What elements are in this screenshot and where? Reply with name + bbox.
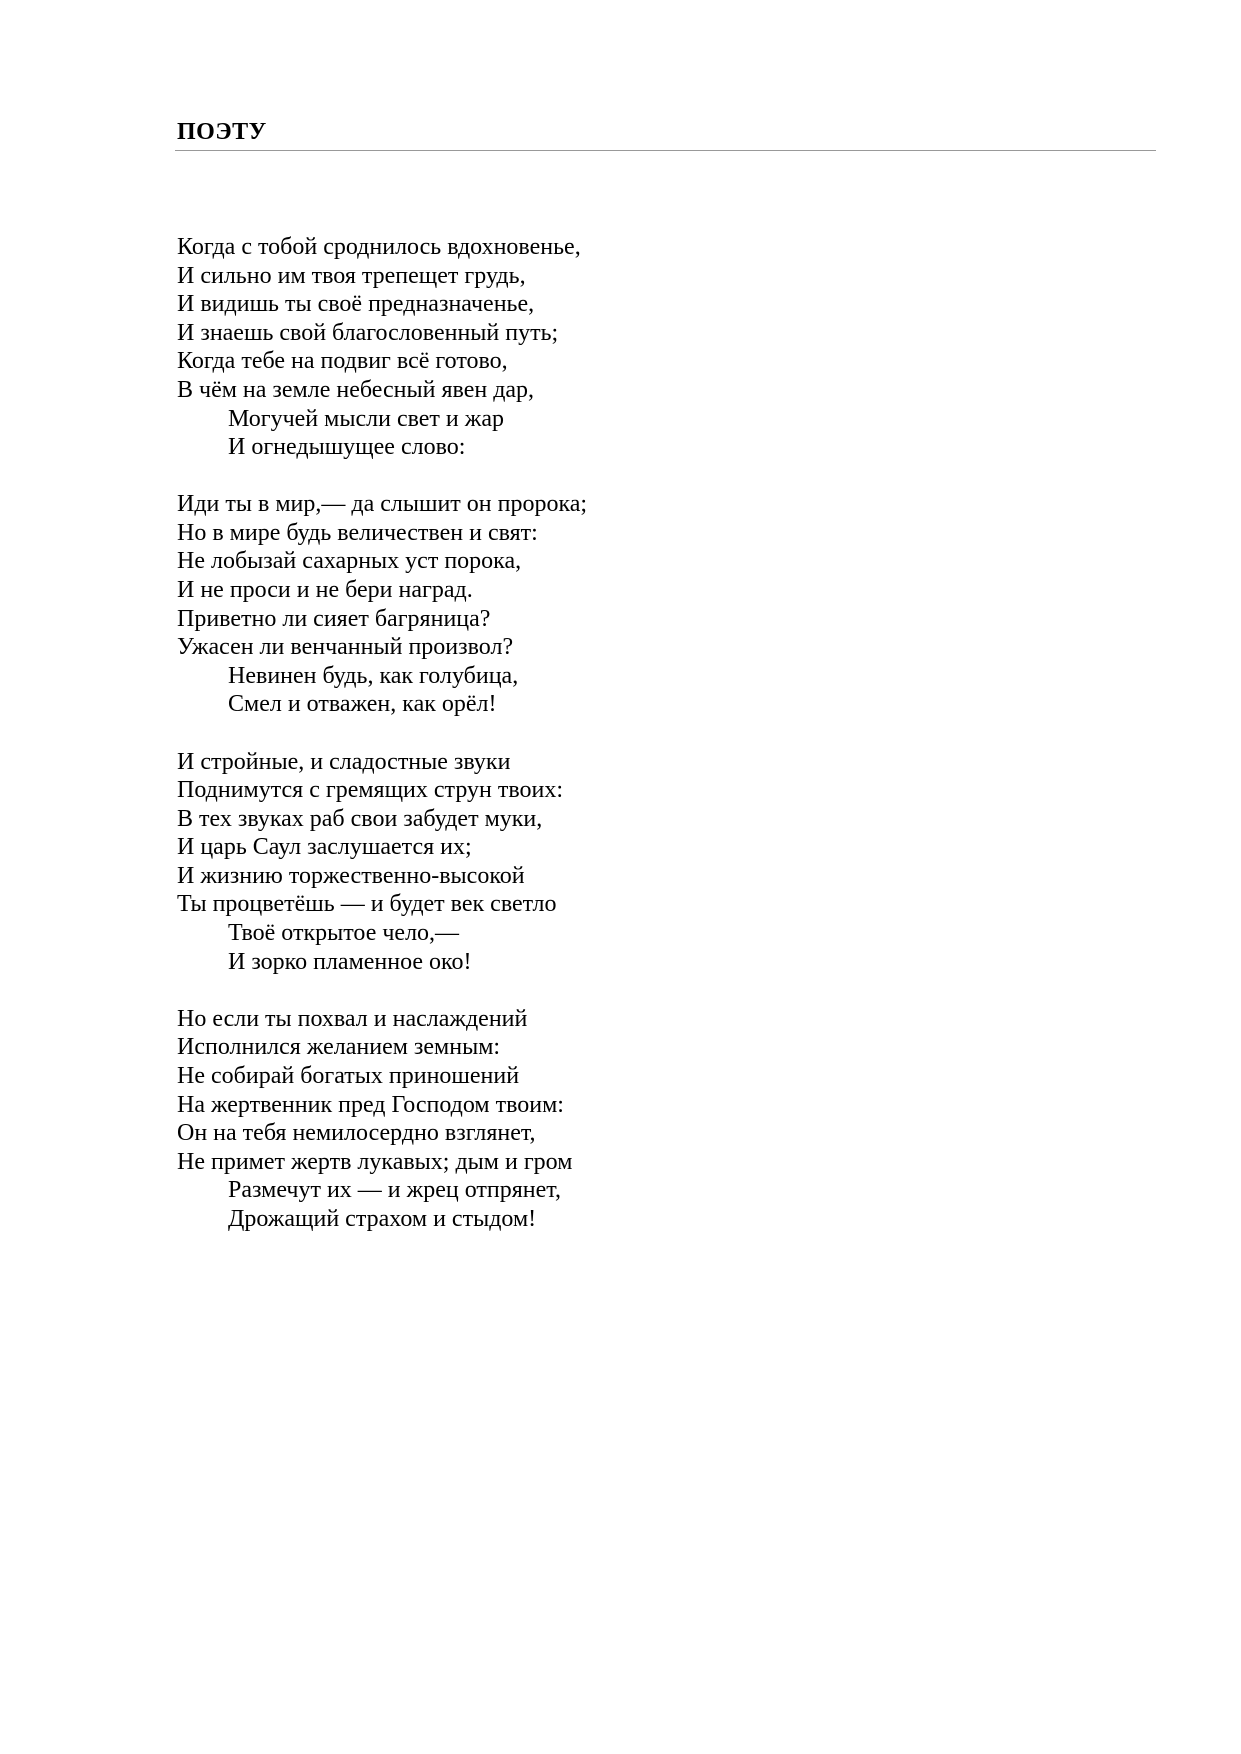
poem-line: И видишь ты своё предназначенье,: [177, 291, 535, 318]
poem-line: Приветно ли сияет багряница?: [177, 605, 491, 632]
poem-line: В чём на земле небесный явен дар,: [177, 376, 535, 403]
poem-line-indented: Размечут их — и жрец отпрянет,: [228, 1177, 561, 1204]
poem-line: И царь Саул заслушается их;: [177, 834, 472, 861]
poem-line: Не примет жертв лукавых; дым и гром: [177, 1148, 573, 1175]
poem-line: На жертвенник пред Господом твоим:: [177, 1091, 564, 1118]
stanza-3: [177, 748, 877, 977]
poem-line: Не лобызай сахарных уст порока,: [177, 548, 522, 575]
poem-line: Ужасен ли венчанный произвол?: [177, 634, 514, 661]
poem-line: Когда тебе на подвиг всё готово,: [177, 348, 508, 375]
poem-line: И знаешь свой благословенный путь;: [177, 319, 559, 346]
poem-line: Ты процветёшь — и будет век светло: [177, 891, 557, 918]
poem-line: Он на тебя немилосердно взглянет,: [177, 1120, 536, 1147]
poem-line: И жизнию торжественно-высокой: [177, 862, 525, 889]
poem-line: И стройные, и сладостные звуки: [177, 748, 511, 775]
stanza-1: [177, 233, 877, 462]
page-header: [175, 118, 1156, 151]
poem-line-indented: Дрожащий страхом и стыдом!: [228, 1205, 537, 1232]
poem-line: Исполнился желанием земным:: [177, 1034, 501, 1061]
poem-line: Но в мире будь величествен и свят:: [177, 519, 538, 546]
stanza-4: [177, 1005, 877, 1234]
poem-line: Не собирай богатых приношений: [177, 1062, 520, 1089]
poem-line: Иди ты в мир,— да слышит он пророка;: [177, 491, 588, 518]
poem-line-indented: Невинен будь, как голубица,: [228, 662, 519, 689]
title-underline-rule: [175, 150, 1156, 151]
poem-line: Поднимутся с гремящих струн твоих:: [177, 777, 564, 804]
poem-line: И сильно им твоя трепещет грудь,: [177, 262, 526, 289]
poem-line-indented: Твоё открытое чело,—: [228, 920, 460, 947]
poem-line-indented: И огнедышущее слово:: [228, 434, 466, 461]
poem-line-indented: Смел и отважен, как орёл!: [228, 691, 497, 718]
poem-line: Когда с тобой сроднилось вдохновенье,: [177, 234, 581, 260]
poem-line: Но если ты похвал и наслаждений: [177, 1005, 528, 1032]
poem-line: И не проси и не бери наград.: [177, 577, 473, 604]
poem-line-indented: Могучей мысли свет и жар: [228, 405, 504, 432]
poem-line-indented: И зорко пламенное око!: [228, 948, 472, 975]
stanza-2: [177, 490, 877, 719]
poem-line: В тех звуках раб свои забудет муки,: [177, 805, 543, 832]
poem-body: [177, 233, 877, 1262]
poem-title: ПОЭТУ: [177, 119, 267, 145]
